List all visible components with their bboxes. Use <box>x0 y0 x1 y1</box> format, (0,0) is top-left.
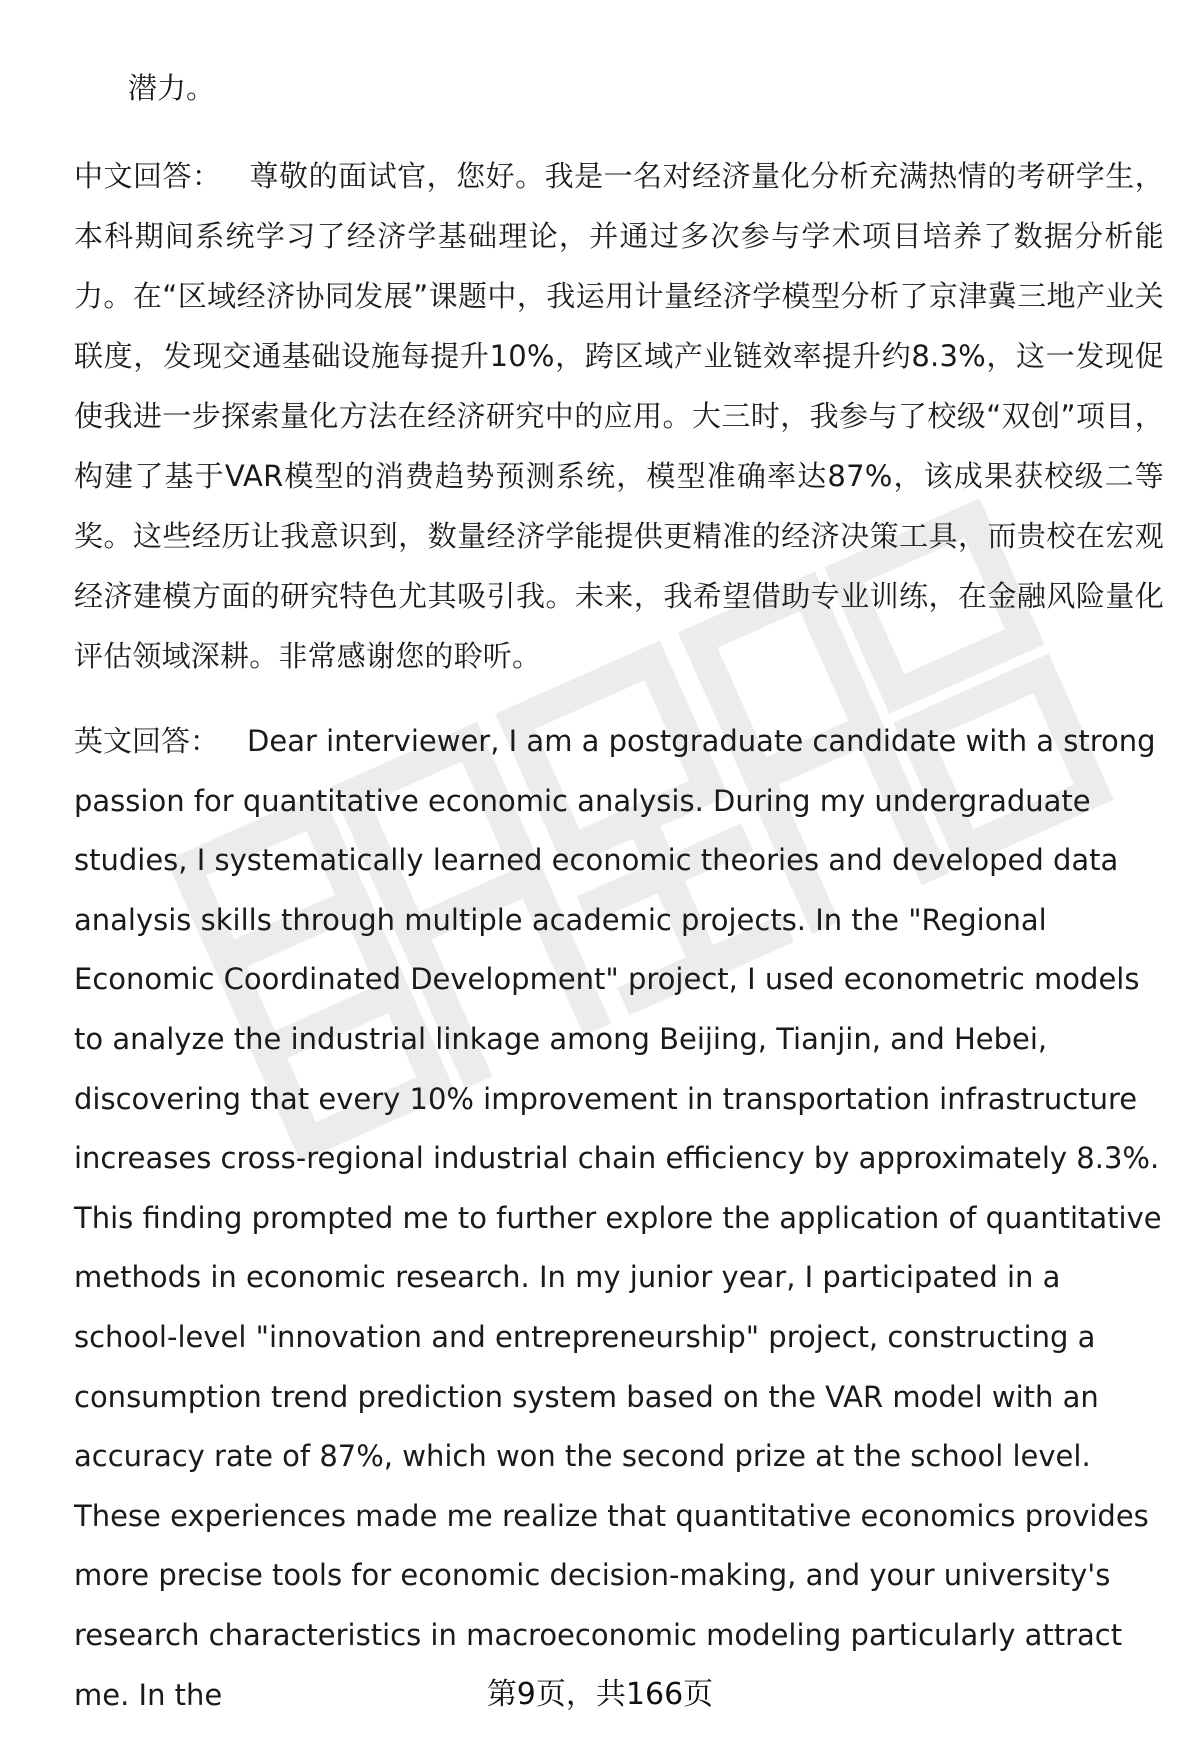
continued-line: 潜力。 <box>128 71 216 105</box>
chinese-answer-text: 尊敬的面试官，您好。我是一名对经济量化分析充满热情的考研学生，本科期间系统学习了经济学基础理论，并通过多次参与学术项目培养了数据分析能力。在“区域经济协同发展”课题中，我运用计量经济学模型分析了京津冀三地产业关联度，发现交通基础设施每提升10%，跨区域产业链效率提升约8.3%，这一发现促使我进一步探索量化方法在经济研究中的应用。大三时，我参与了校级“双创”项目，构建了基于VAR模型的消费趋势预测系统，模型准确率达87%，该成果获校级二等奖。这些经历让我意识到，数量经济学能提供更精准的经济决策工具，而贵校在宏观经济建模方面的研究特色尤其吸引我。未来，我希望借助专业训练，在金融风险量化评估领域深耕。非常感谢您的聆听。 <box>74 159 1164 673</box>
english-answer-label: 英文回答： <box>74 724 220 758</box>
english-answer-paragraph <box>74 712 1164 1725</box>
english-answer-text: Dear interviewer, I am a postgraduate candidate with a strong passion for quantitative economic analysis. During my undergraduate studies, I systematically learned economic theories and developed data analysis skills through multiple academic projects. In the "Regional Economic Coordinated Development" project, I used econometric models to analyze the industrial linkage among Beijing, Tianjin, and Hebei, discovering that every 10% improvement in transportation infrastructure increases cross-regional industrial chain efficiency by approximately 8.3%. This finding prompted me to further explore the application of quantitative methods in economic research. In my junior year, I participated in a school-level "innovation and entrepreneurship" project, constructing a consumption trend prediction system based on the VAR model with an accuracy rate of 87%, which won the second prize at the school level. These experiences made me realize that quantitative economics provides more precise tools for economic decision-making, and your university's research characteristics in macroeconomic modeling particularly attract me. In the <box>74 724 1162 1712</box>
chinese-answer-paragraph <box>74 146 1164 686</box>
chinese-answer-label: 中文回答： <box>74 159 222 193</box>
page-footer: 第9页，共166页 <box>486 1677 714 1712</box>
